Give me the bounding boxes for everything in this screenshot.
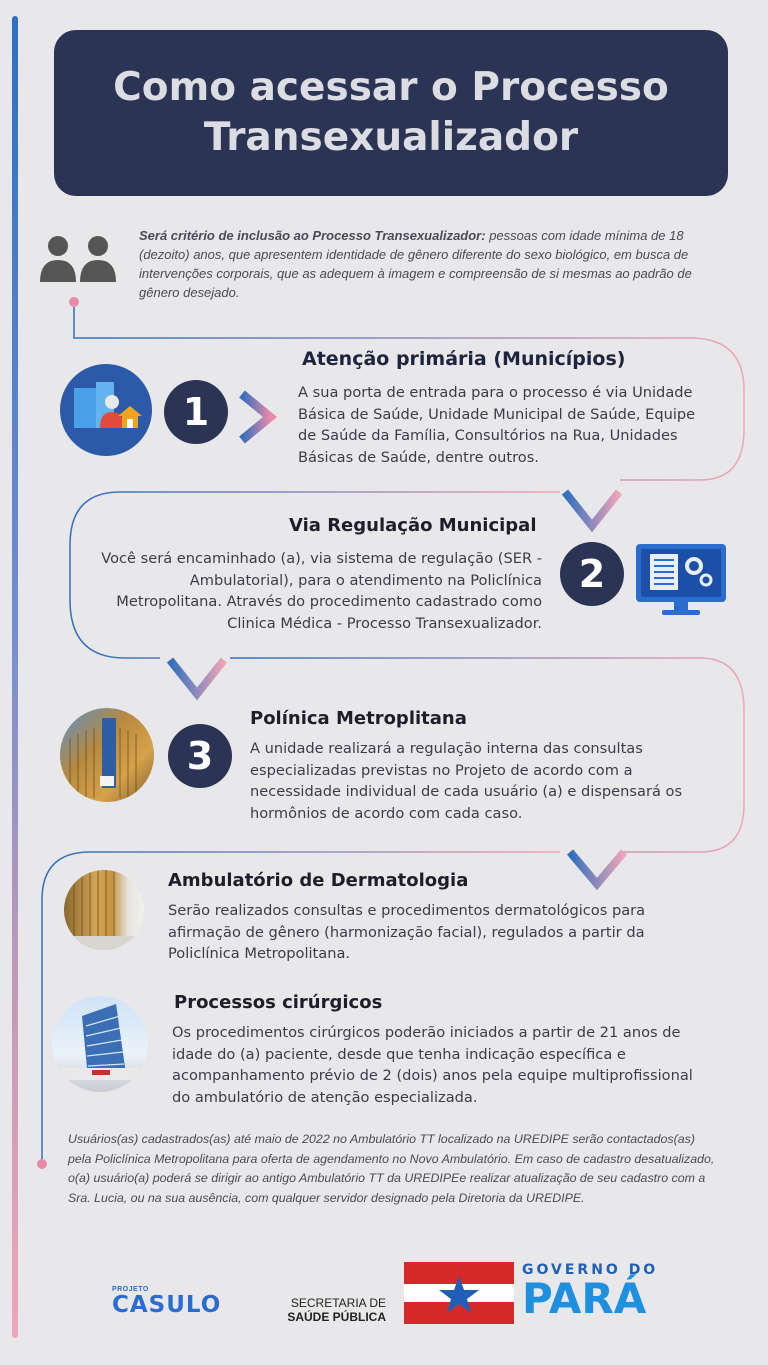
step-2-text: Você será encaminhado (a), via sistema de regulação (SER - Ambulatorial), para o atendimento na Policlínica Metropolitana. Através do procedimento cadastrado como Clinica Médica - Processo Transexualizador. bbox=[101, 550, 542, 632]
step-2-number: 2 bbox=[560, 542, 624, 606]
dermatology-building-photo bbox=[64, 870, 144, 950]
surgery-title: Processos cirúrgicos bbox=[174, 992, 383, 1013]
step-1-title: Atenção primária (Municípios) bbox=[302, 348, 626, 370]
governo-do-para-logo: GOVERNO DO PARÁ bbox=[522, 1262, 659, 1323]
dermatology-title: Ambulatório de Dermatologia bbox=[168, 870, 469, 891]
dermatology-text: Serão realizados consultas e procedimentos dermatológicos para afirmação de gênero (harmonização facial), regulados a partir da Policlínica Metropolitana. bbox=[168, 902, 646, 962]
para-flag-star-icon bbox=[404, 1262, 514, 1329]
page-title: Como acessar o Processo Transexualizador bbox=[113, 65, 669, 160]
step-3-number: 3 bbox=[168, 724, 232, 788]
title-banner bbox=[54, 30, 728, 196]
footer-note: Usuários(as) cadastrados(as) até maio de 2022 no Ambulatório TT localizado na UREDIPE serão contactados(as) pela Policlínica Metropolitana para oferta de agendamento no Novo Ambulatório. Em caso de cadastro desatualizado, o(a) usuário(a) poderá se dirigir ao antigo Ambulatório TT da UREDIPEe realizar atualização de seu cadastro com a Sra. Lucia, ou na sua ausência, com qualquer servidor designado pela Diretoria da UREDIPE. bbox=[68, 1132, 715, 1205]
inclusion-criteria: Será critério de inclusão ao Processo Transexualizador: pessoas com idade mínima de 18 (dezoito) anos, que apresentem identidade de gênero diferente do sexo biológico, em busca de intervenções corporais, que as adequem à imagem e compreensão de si mesmas ao padrão de gênero desejado. bbox=[139, 228, 692, 300]
chevron-right-icon bbox=[238, 390, 280, 449]
projeto-casulo-logo: PROJETO CASULO bbox=[112, 1286, 222, 1318]
step-3-text: A unidade realizará a regulação interna das consultas especializadas previstas no Projeto de acordo com a necessidade individual de cada usuário (a) e dispensará os hormônios de acordo com cada caso. bbox=[250, 740, 683, 822]
computer-gears-icon bbox=[634, 542, 728, 623]
step-3-title: Polínica Metroplitana bbox=[250, 708, 467, 729]
step-1-number: 1 bbox=[164, 380, 228, 444]
step-2-title: Via Regulação Municipal bbox=[289, 515, 537, 536]
step-1-text: A sua porta de entrada para o processo é via Unidade Básica de Saúde, Unidade Municipal de Saúde, Equipe de Saúde da Família, Consultórios na Rua, Unidades Básicas de Saúde, dentre outros. bbox=[298, 384, 696, 466]
people-icon bbox=[38, 232, 120, 289]
surgery-text: Os procedimentos cirúrgicos poderão iniciados a partir de 21 anos de idade do (a) paciente, desde que tenha indicação específica e acompanhamento prévio de 2 (dois) anos pela equipe multiprofissional do ambulatório de atenção especializada. bbox=[172, 1024, 693, 1106]
surgery-hospital-photo bbox=[52, 996, 148, 1092]
policlinica-building-photo bbox=[60, 708, 154, 802]
secretaria-logo: SECRETARIA DE SAÚDE PÚBLICA bbox=[287, 1296, 386, 1324]
health-unit-icon bbox=[60, 364, 152, 456]
